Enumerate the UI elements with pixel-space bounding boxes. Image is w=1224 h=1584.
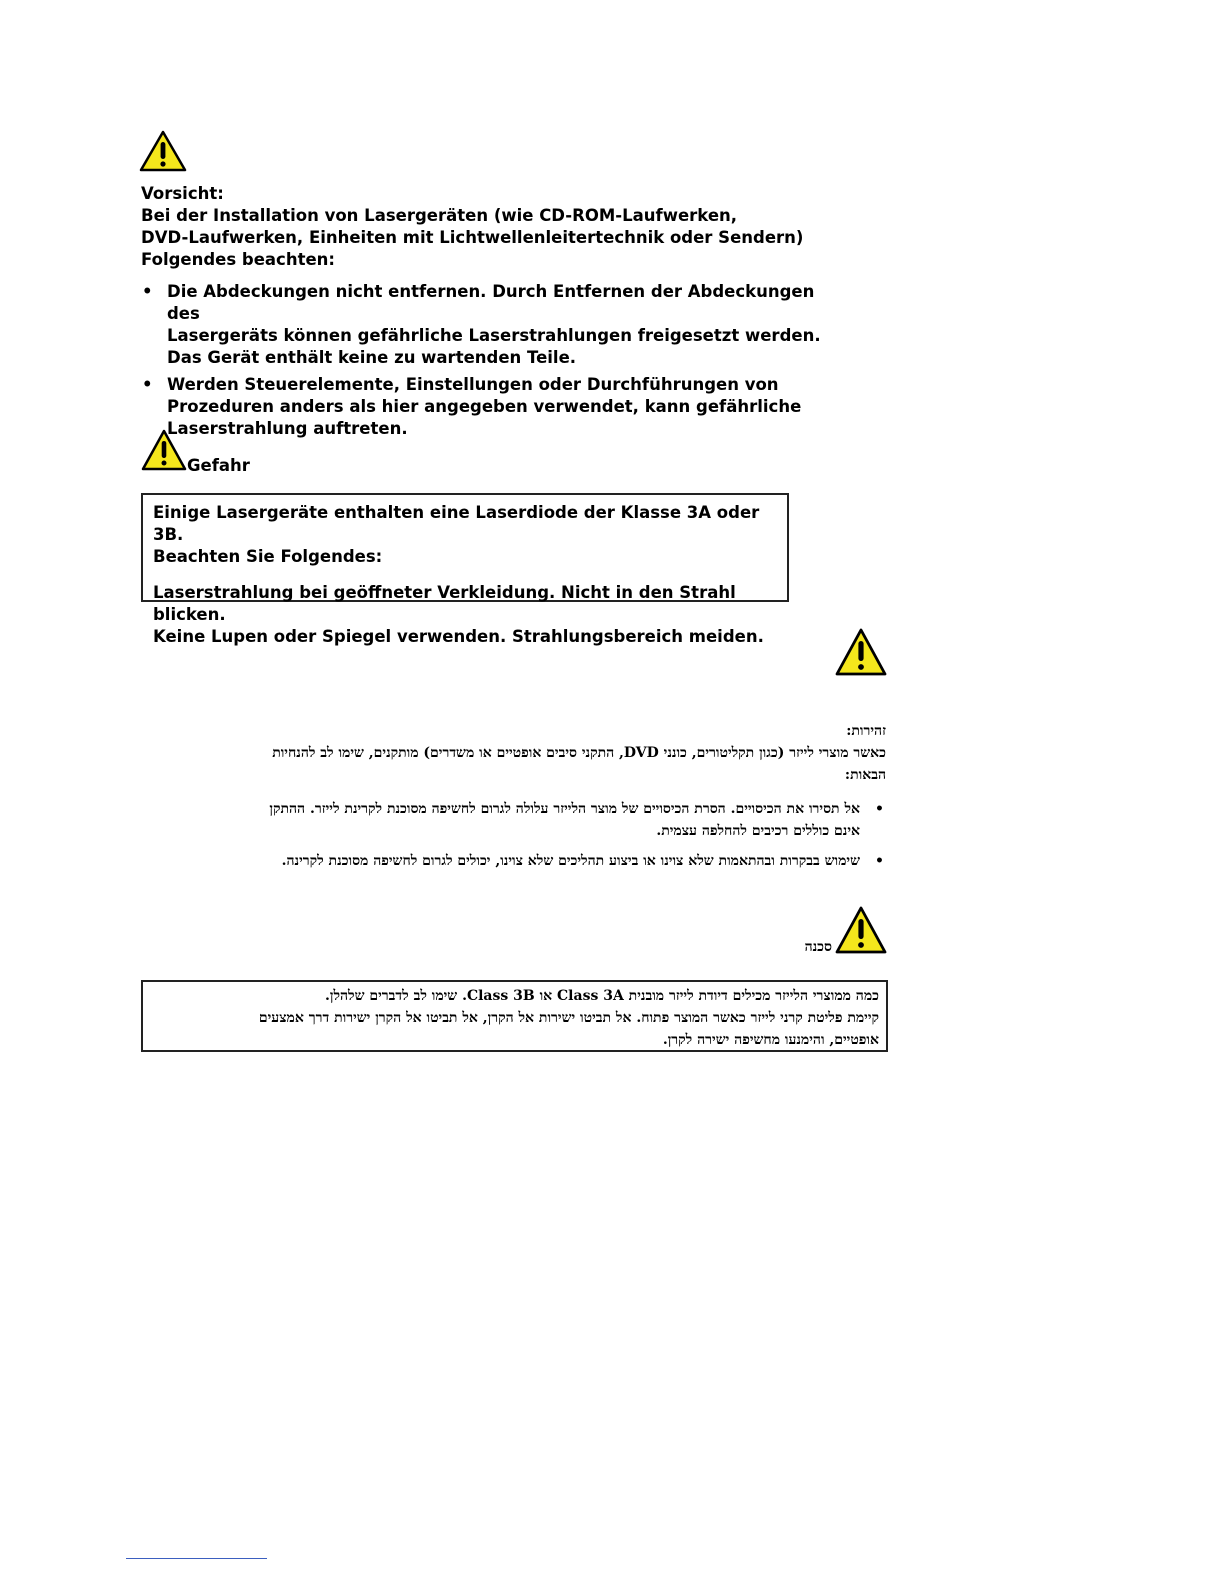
danger-line: כמה ממוצרי הלייזר מכילים דיודת לייזר מובנית Class 3A או Class 3B. שימו לב לדברים שלהלן. <box>325 988 879 1004</box>
danger-line: Einige Lasergeräte enthalten eine Laserdiode der Klasse 3A oder 3B. <box>153 503 760 544</box>
danger-paragraph <box>153 502 777 568</box>
warning-triangle-icon <box>141 429 187 471</box>
caution-intro <box>141 205 821 271</box>
caution-bullet-list <box>166 798 886 872</box>
warning-triangle-icon <box>139 130 187 172</box>
danger-paragraph <box>153 582 777 648</box>
list-item <box>166 798 886 842</box>
warning-triangle-icon <box>835 628 887 676</box>
caution-intro-line: Bei der Installation von Lasergeräten (wie CD-ROM-Laufwerken, <box>141 206 738 225</box>
german-caution-section <box>141 183 821 445</box>
german-danger-box <box>141 493 789 646</box>
bullet-line: Prozeduren anders als hier angegeben verwendet, kann gefährliche <box>167 397 802 416</box>
bullet-line: Die Abdeckungen nicht entfernen. Durch Entfernen der Abdeckungen des <box>167 282 815 323</box>
caution-title: Vorsicht: <box>141 184 224 203</box>
danger-line: Beachten Sie Folgendes: <box>153 547 383 566</box>
footnote-divider <box>126 1558 267 1559</box>
danger-line: קיימת פליטת קרני לייזר כאשר המוצר פתוח. אל תביטו ישירות אל הקרן, אל תביטו אל הקרן ישירות דרך אמצעים <box>258 1010 879 1026</box>
hebrew-caution-section <box>166 720 886 880</box>
list-item <box>141 281 821 369</box>
bullet-line: Laserstrahlung auftreten. <box>167 419 408 438</box>
list-item <box>166 850 886 872</box>
bullet-line: Lasergeräts können gefährliche Laserstrahlungen freigesetzt werden. <box>167 326 821 345</box>
hebrew-danger-box <box>141 980 888 1052</box>
caution-intro <box>166 742 886 786</box>
bullet-line: שימוש בבקרות ובהתאמות שלא צוינו או ביצוע תהליכים שלא צוינו, יכולים לגרום לחשיפה מסוכנת לקרינה. <box>281 853 860 869</box>
caution-intro-line: Folgendes beachten: <box>141 250 335 269</box>
list-item <box>141 374 821 440</box>
bullet-line: Das Gerät enthält keine zu wartenden Teile. <box>167 348 577 367</box>
caution-intro-line: DVD-Laufwerken, Einheiten mit Lichtwellenleitertechnik oder Sendern) <box>141 228 804 247</box>
bullet-line: אל תסירו את הכיסויים. הסרת הכיסויים של מוצר הלייזר עלולה לגרום לחשיפה מסוכנת לקרינת לייזר. ההתקן <box>269 801 860 817</box>
danger-label: Gefahr <box>187 456 250 475</box>
caution-intro-line: כאשר מוצרי לייזר (כגון תקליטורים, כונני DVD, התקני סיבים אופטיים או משדרים) מותקנים, שימו לב להנחיות <box>272 745 886 761</box>
danger-label: סכנה <box>804 939 832 955</box>
bullet-line: Werden Steuerelemente, Einstellungen oder Durchführungen von <box>167 375 779 394</box>
bullet-line: אינם כוללים רכיבים להחלפה עצמית. <box>656 823 860 839</box>
caution-title: זהירות: <box>846 723 886 739</box>
danger-line: אופטיים, והימנעו מחשיפה ישירה לקרן. <box>662 1032 879 1048</box>
caution-bullet-list <box>141 281 821 440</box>
danger-line: Laserstrahlung bei geöffneter Verkleidung. Nicht in den Strahl blicken. <box>153 583 736 624</box>
warning-triangle-icon <box>835 906 887 954</box>
danger-line: Keine Lupen oder Spiegel verwenden. Strahlungsbereich meiden. <box>153 627 764 646</box>
danger-paragraph <box>150 985 879 1051</box>
caution-intro-line: הבאות: <box>844 767 886 783</box>
